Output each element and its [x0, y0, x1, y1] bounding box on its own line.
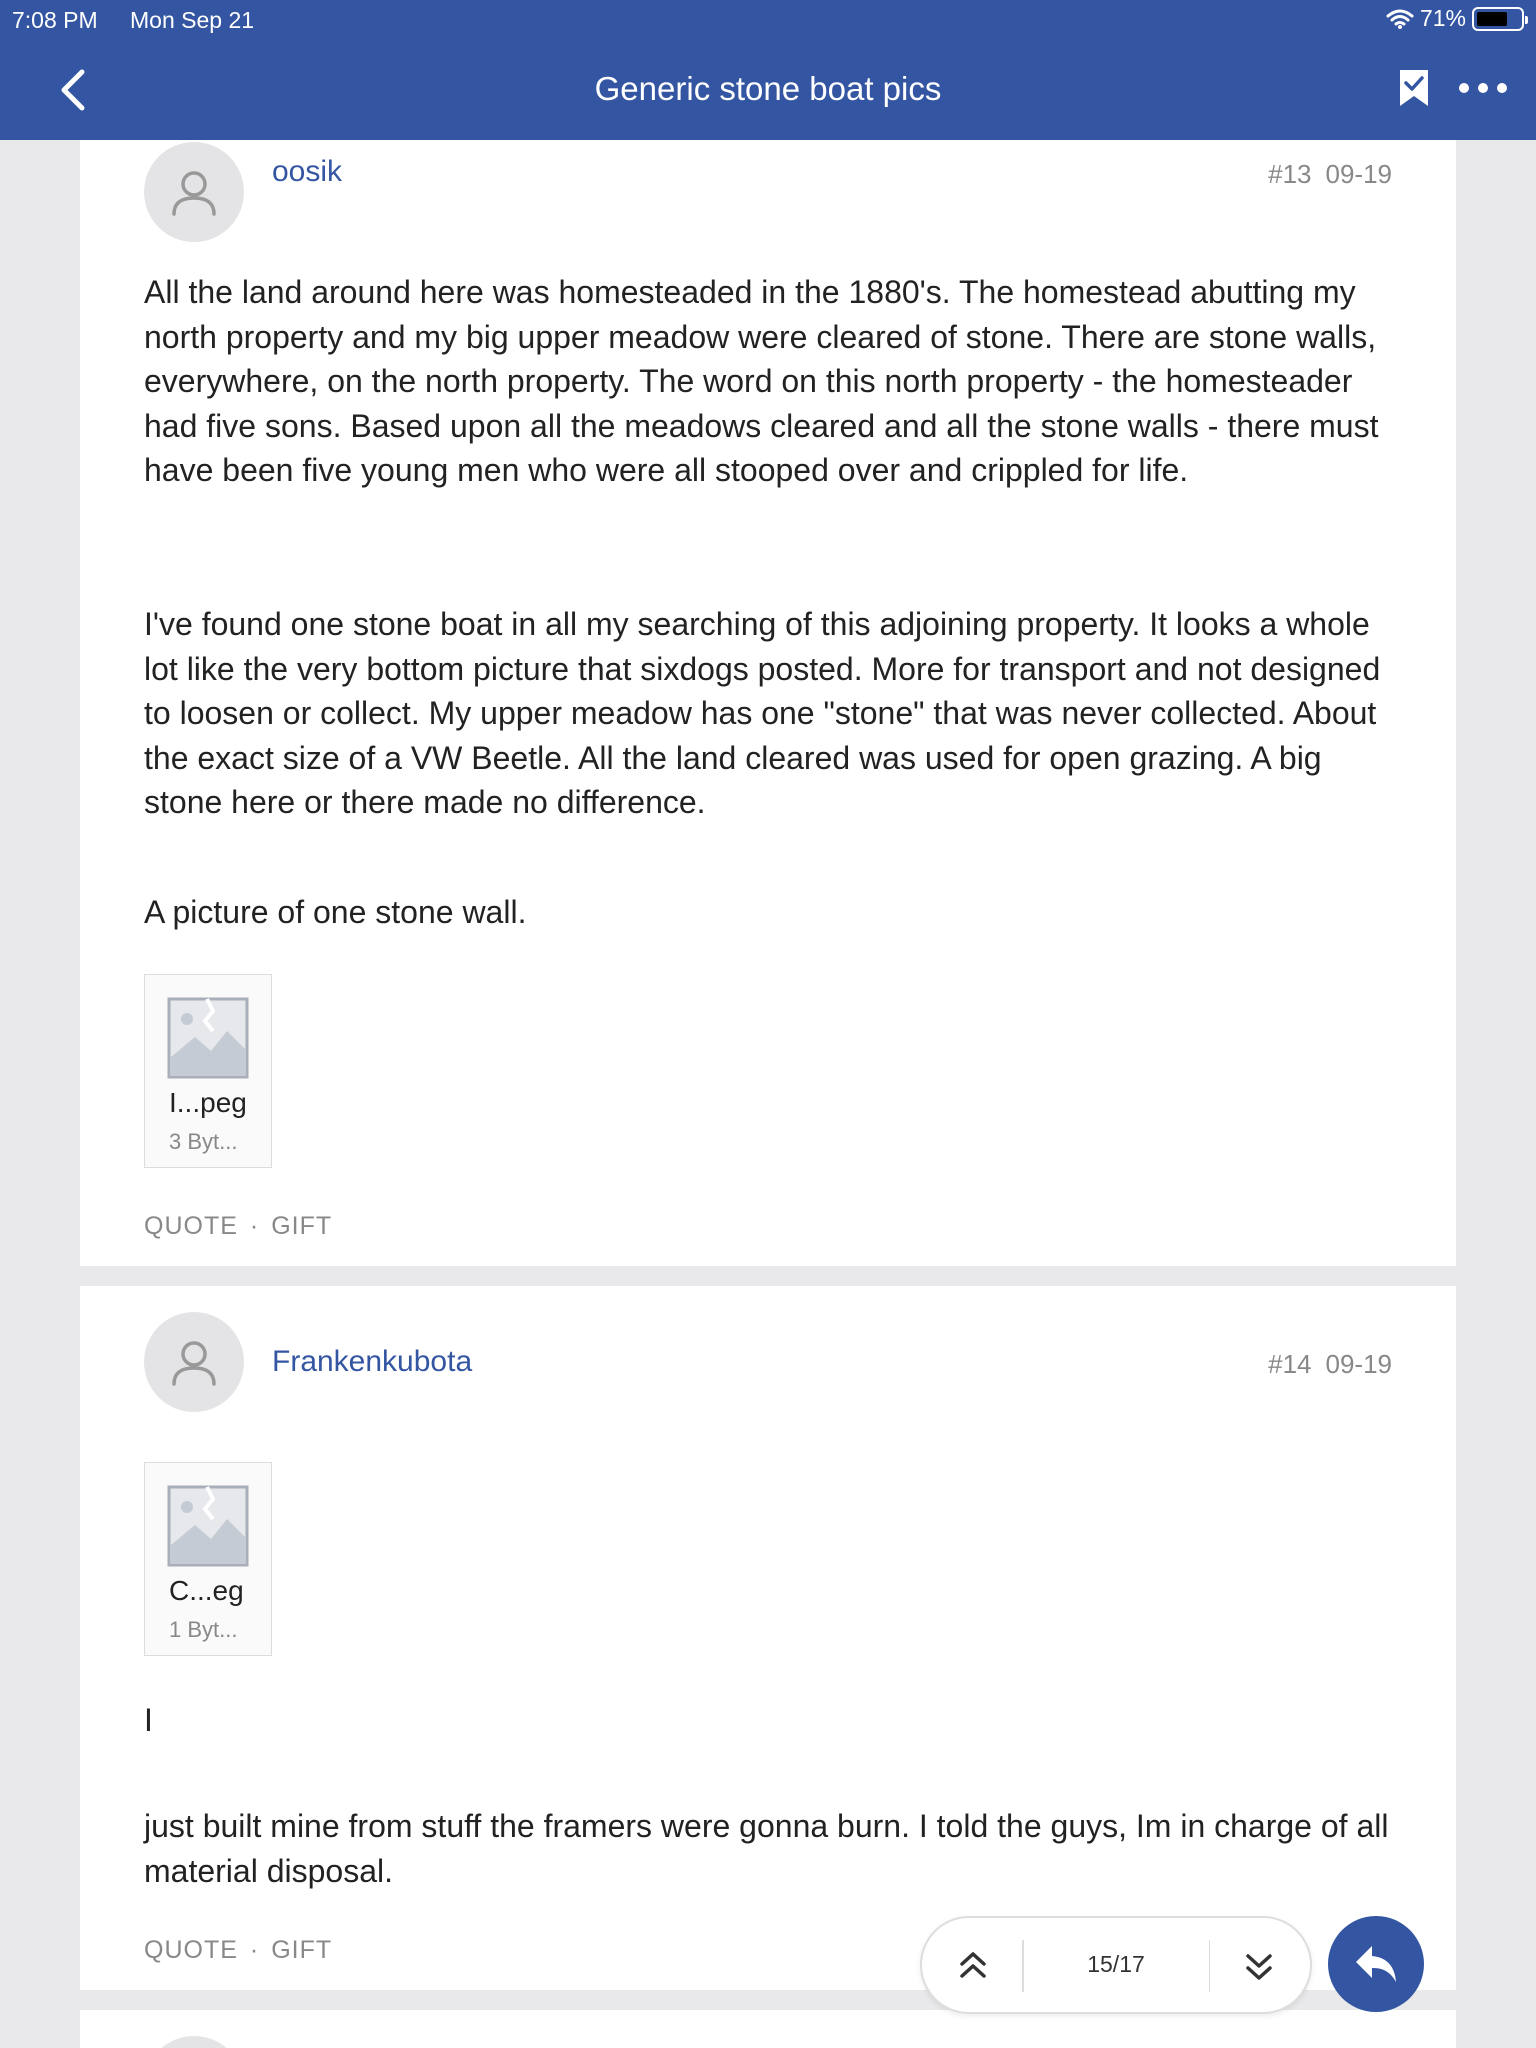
quote-button[interactable]: QUOTE	[144, 1212, 238, 1240]
user-icon	[170, 1338, 218, 1386]
status-time: 7:08 PM	[12, 7, 98, 33]
bookmark-check-icon[interactable]	[1398, 68, 1430, 108]
reply-button[interactable]	[1328, 1916, 1424, 2012]
avatar[interactable]	[144, 1312, 244, 1412]
post-paragraph: just built mine from stuff the framers were gonna burn. I told the guys, Im in charge of all material disposal.	[144, 1808, 1389, 1889]
page-count[interactable]: 15/17	[1087, 1951, 1145, 1977]
status-right	[1386, 5, 1524, 32]
wifi-icon	[1386, 8, 1414, 30]
attachment-thumbnail[interactable]	[144, 1462, 272, 1656]
avatar[interactable]	[144, 2036, 244, 2048]
post-meta	[1268, 159, 1392, 190]
double-chevron-up-icon[interactable]	[958, 1946, 988, 1986]
status-bar	[0, 0, 1536, 40]
attachment-name: I...peg	[169, 1087, 247, 1118]
post-actions	[144, 1936, 332, 1965]
attachment-size: 1 Byt...	[169, 1617, 238, 1642]
battery-icon	[1472, 7, 1524, 31]
page-title: Generic stone boat pics	[594, 70, 942, 107]
app-header	[0, 0, 1536, 140]
broken-image-icon	[167, 997, 249, 1079]
action-separator: ·	[249, 1936, 260, 1964]
nav-bar	[0, 40, 1536, 140]
gift-button[interactable]: GIFT	[271, 1212, 333, 1240]
avatar[interactable]	[144, 142, 244, 242]
reply-icon	[1352, 1942, 1400, 1986]
post-date: 09-19	[1325, 1349, 1392, 1379]
post-card	[80, 2010, 1456, 2048]
broken-image-icon	[167, 1485, 249, 1567]
post-meta	[1268, 1349, 1392, 1380]
attachment-thumbnail[interactable]	[144, 974, 272, 1168]
attachment-size: 3 Byt...	[169, 1129, 238, 1154]
post-date: 09-19	[1325, 159, 1392, 189]
battery-percent: 71%	[1419, 5, 1466, 31]
action-separator: ·	[249, 1212, 260, 1240]
post-username[interactable]: oosik	[272, 155, 343, 188]
double-chevron-down-icon[interactable]	[1244, 1946, 1274, 1986]
post-paragraph: I've found one stone boat in all my searching of this adjoining property. It looks a whole lot like the very bottom picture that sixdogs posted. More for transport and not designed to loosen or collect. My upper meadow has one "stone" that was never collected. About the exact size of a VW Beetle. All the land cleared was used for open grazing. A big stone here or there made no difference.	[144, 606, 1381, 821]
page-navigator	[920, 1916, 1312, 2014]
post-card	[80, 118, 1456, 1266]
pager-divider	[1209, 1940, 1211, 1992]
post-actions	[144, 1212, 332, 1241]
user-icon	[170, 168, 218, 216]
more-dots-icon[interactable]	[1456, 68, 1510, 108]
post-paragraph: All the land around here was homesteaded in the 1880's. The homestead abutting my north property and my big upper meadow were cleared of stone. There are stone walls, everywhere, on the north property. The word on this north property - the homesteader had five sons. Based upon all the meadows cleared and all the stone walls - there must have been five young men who were all stooped over and crippled for life.	[144, 274, 1379, 489]
post-username[interactable]: Frankenkubota	[272, 1345, 473, 1378]
post-number: #13	[1268, 159, 1312, 189]
post-paragraph: I	[144, 1702, 153, 1738]
post-card	[80, 1286, 1456, 1990]
post-paragraph: A picture of one stone wall.	[144, 894, 527, 930]
gift-button[interactable]: GIFT	[271, 1936, 333, 1964]
post-number: #14	[1268, 1349, 1312, 1379]
status-date: Mon Sep 21	[130, 7, 255, 33]
attachment-name: C...eg	[169, 1575, 244, 1606]
quote-button[interactable]: QUOTE	[144, 1936, 238, 1964]
